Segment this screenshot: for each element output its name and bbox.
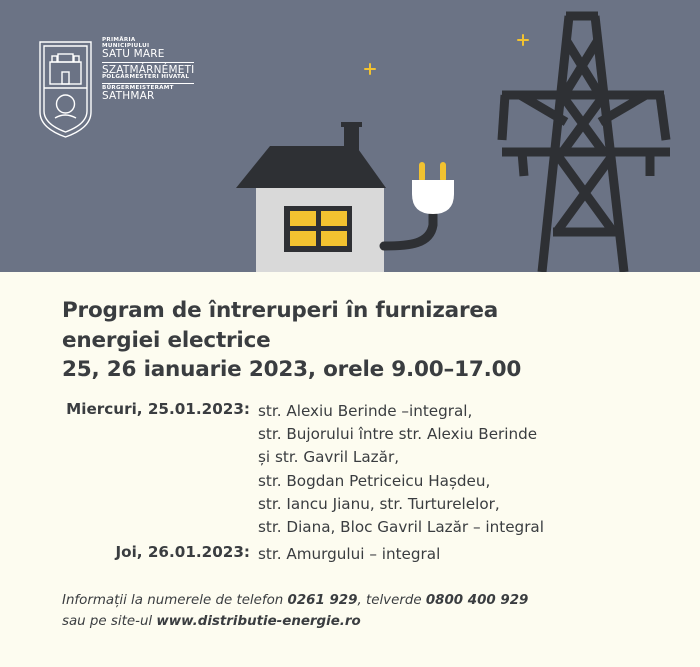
street-line: și str. Gavril Lazăr, xyxy=(258,448,400,467)
website-link[interactable]: www.distributie-energie.ro xyxy=(156,614,361,629)
electric-plug-icon xyxy=(384,162,454,246)
logo-line-sathmar: SATHMAR xyxy=(102,90,155,103)
title-line-1: Program de întreruperi în furnizarea xyxy=(62,298,499,323)
street-line: str. Bujorului între str. Alexiu Berinde xyxy=(258,425,538,444)
logo-line-municipiului: MUNICIPIULUI xyxy=(102,42,150,49)
street-line: str. Iancu Jianu, str. Turturelelor, xyxy=(258,494,500,513)
logo-separator xyxy=(102,62,194,63)
schedule-street-list xyxy=(258,543,440,566)
street-line: str. Bogdan Petriceicu Hașdeu, xyxy=(258,471,491,490)
contact-info xyxy=(62,590,528,632)
contact-prefix: Informații la numerele de telefon xyxy=(62,593,288,608)
contact-line-website xyxy=(62,611,528,632)
sparkle-icon xyxy=(518,35,528,45)
street-line: str. Amurgului – integral xyxy=(258,545,441,563)
logo-line-burgermeisteramt: BÜRGERMEISTERAMT xyxy=(102,84,174,91)
schedule-day-label: Joi, 26.01.2023: xyxy=(115,543,250,561)
title-line-3: 25, 26 ianuarie 2023, orele 9.00–17.00 xyxy=(62,357,522,382)
house-icon xyxy=(236,122,386,272)
title-line-2: energiei electrice xyxy=(62,327,271,353)
schedule-street-list xyxy=(258,400,544,539)
power-pylon-icon xyxy=(502,16,670,272)
phone-number: 0261 929 xyxy=(287,593,358,608)
announcement-content xyxy=(0,272,700,667)
illustration-banner xyxy=(0,0,700,272)
schedule-day-label: Miercuri, 25.01.2023: xyxy=(66,400,250,418)
contact-line-phones xyxy=(62,590,528,611)
logo-separator xyxy=(102,83,194,84)
logo-line-satu-mare: SATU MARE xyxy=(102,48,165,61)
logo-line-szatmarnemeti: SZATMÁRNÉMETI xyxy=(102,63,195,76)
sparkle-icon xyxy=(365,64,375,74)
contact-mid: , telverde xyxy=(357,593,426,608)
logo-line-primaria: PRIMĂRIA xyxy=(102,37,136,43)
logo-text-block xyxy=(38,38,208,138)
street-line: str. Alexiu Berinde –integral, xyxy=(258,402,473,420)
tollfree-number: 0800 400 929 xyxy=(425,593,529,608)
announcement-title xyxy=(62,296,521,385)
street-line: str. Diana, Bloc Gavril Lazăr – integral xyxy=(258,518,544,537)
website-prefix: sau pe site-ul xyxy=(62,614,157,629)
logo-line-polgarmesteri: POLGÁRMESTERI HIVATAL xyxy=(102,74,190,81)
